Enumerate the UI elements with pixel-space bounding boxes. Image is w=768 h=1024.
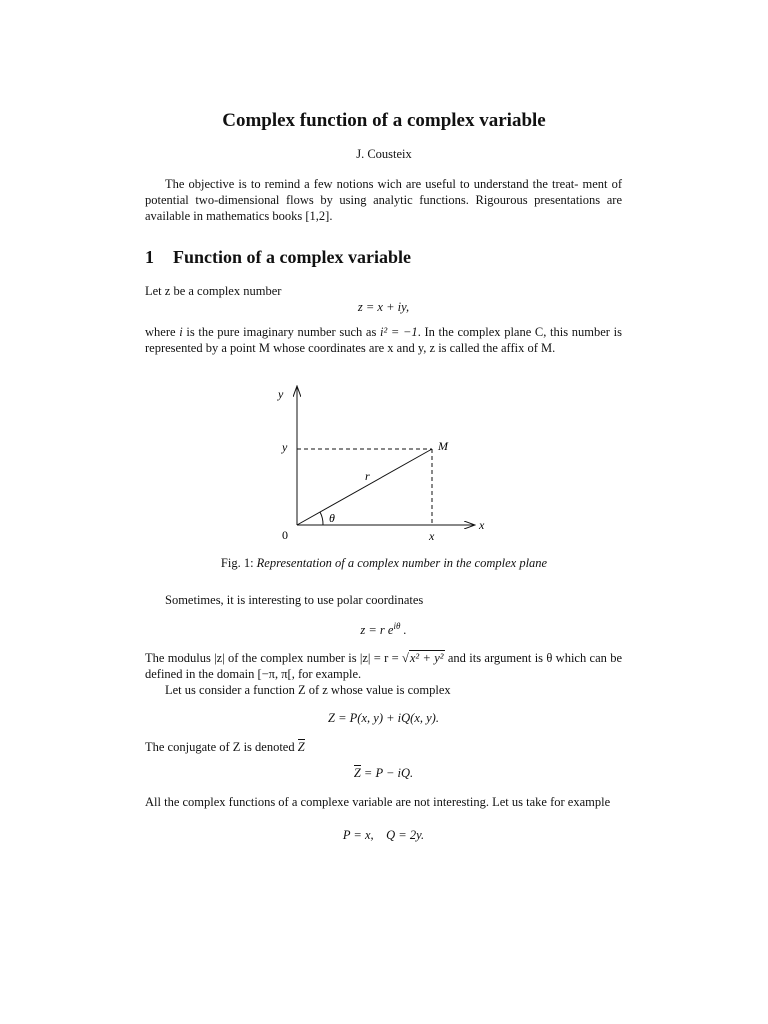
- section-number: 1: [145, 247, 154, 267]
- theta-label: θ: [329, 511, 335, 525]
- paragraph-example: All the complex functions of a complexe variable are not interesting. Let us take for example: [145, 795, 611, 809]
- paragraph-polar: Sometimes, it is interesting to use polar coordinates: [165, 593, 424, 607]
- equation-z-cartesian: z = x + iy,: [357, 300, 410, 314]
- equation-polar: z = r $e^{i\theta}$ .: [360, 621, 407, 638]
- equation-conjugate: Z = P − iQ.: [353, 766, 414, 780]
- figure-caption: [0, 556, 768, 571]
- section-heading: [145, 247, 411, 268]
- section-title: Function of a complex variable: [173, 247, 411, 267]
- paragraph-modulus: The modulus |z| of the complex number is |z| = r = √x² + y² and its argument is θ which can be defined in the domain [−π, π[, for example.: [145, 651, 623, 681]
- equation-function-z: Z = P(x, y) + iQ(x, y).: [328, 711, 439, 725]
- y-tick-label: y: [282, 440, 288, 454]
- radius-label: r: [365, 469, 370, 483]
- complex-plane-figure: [270, 380, 500, 550]
- point-m-label: M: [438, 439, 448, 453]
- paper-title: Complex function of a complex variable: [222, 110, 546, 131]
- x-tick-label: x: [429, 529, 435, 543]
- caption-label: Fig. 1:: [220, 556, 254, 570]
- origin-label: 0: [282, 528, 288, 542]
- abstract-paragraph: The objective is to remind a few notions wich are useful to understand the treat- ment of potential two-dimensional flows by using analytic functions. Rigourous presentations are available in mathematics books [1,2].: [145, 177, 622, 223]
- radius-line: [297, 449, 432, 525]
- angle-arc: [320, 512, 323, 525]
- paper-author: J. Cousteix: [356, 147, 412, 161]
- equation-example: P = x, Q = 2y.: [342, 828, 425, 842]
- paragraph-let-z: Let z be a complex number: [145, 284, 282, 298]
- paragraph-conjugate: The conjugate of Z is denoted Z: [145, 740, 305, 754]
- y-axis-label: y: [278, 387, 284, 401]
- paragraph-imaginary: where i is the pure imaginary number such as i² = −1. In the complex plane C, this number is represented by a point M whose coordinates are x and y, z is called the affix of M.: [145, 325, 622, 355]
- paragraph-function: Let us consider a function Z of z whose value is complex: [165, 683, 451, 697]
- x-axis-label: x: [479, 518, 485, 532]
- caption-text: Representation of a complex number in the complex plane: [256, 556, 548, 570]
